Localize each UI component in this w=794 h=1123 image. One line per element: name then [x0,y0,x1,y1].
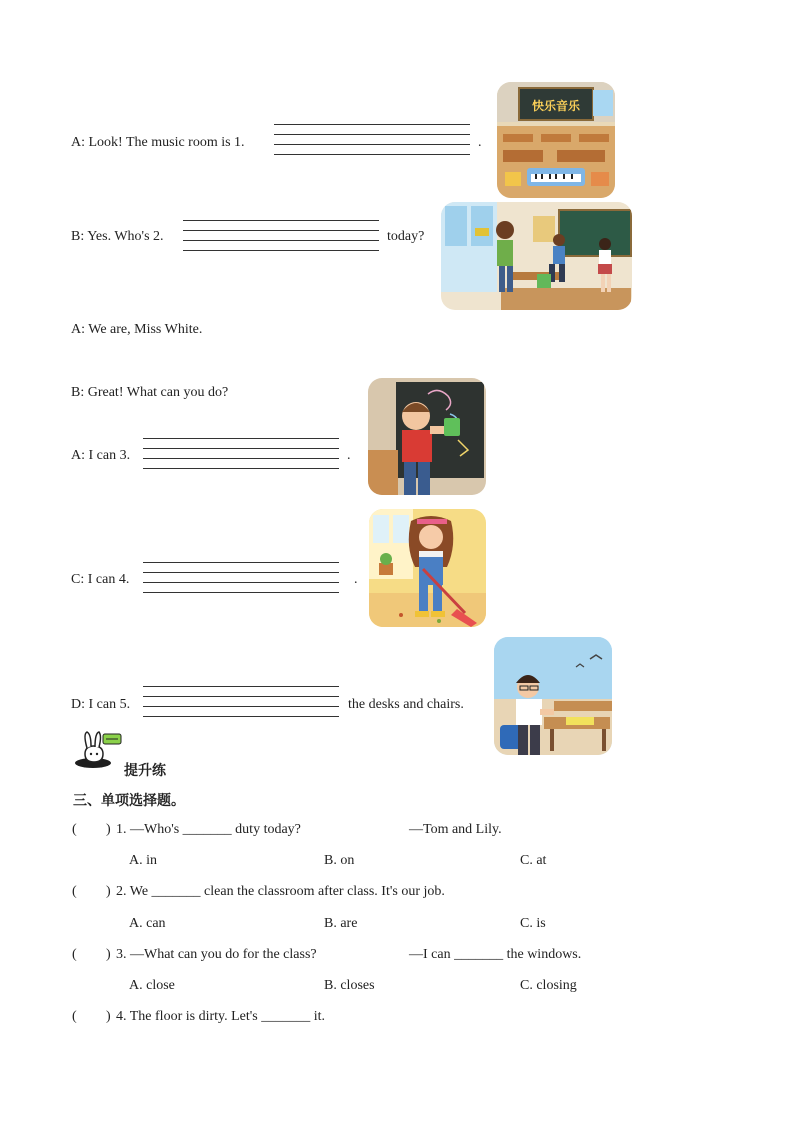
line-6-prefix: C: I can 4. [71,572,130,587]
section-badge-label: 提升练 [124,763,166,779]
question-3-answer-line: —I can _______ the windows. [409,947,582,962]
question-4-open-paren: ( [72,1009,77,1024]
section-heading: 三、单项选择题。 [73,793,185,809]
question-2-open-paren: ( [72,884,77,899]
answer-blank-1[interactable] [274,124,470,164]
question-1-open-paren: ( [72,822,77,837]
question-2-option-a[interactable]: A. can [129,916,166,931]
question-1-answer-line: —Tom and Lily. [409,822,502,837]
question-3-option-a[interactable]: A. close [129,978,175,993]
dialogue-line-7 [71,697,130,713]
line-5-suffix: . [347,448,351,463]
answer-blank-5[interactable] [143,686,339,726]
question-3-text: 3. —What can you do for the class? [116,947,317,962]
answer-blank-2[interactable] [183,220,379,260]
arranging-desks-image [494,637,612,755]
question-3-option-b[interactable]: B. closes [324,978,375,993]
answer-blank-3[interactable] [143,438,339,478]
question-1-close-paren: ) [106,822,111,837]
line-2-suffix: today? [387,229,425,244]
dialogue-line-5 [71,448,130,464]
question-3-open-paren: ( [72,947,77,962]
question-4-text: 4. The floor is dirty. Let's _______ it. [116,1009,326,1024]
line-7-suffix: the desks and chairs. [348,697,464,712]
sign-text: 快乐音乐 [531,99,581,113]
music-room-image [497,82,615,198]
question-1-text: 1. —Who's _______ duty today? [116,822,301,837]
line-5-prefix: A: I can 3. [71,448,131,463]
question-4-close-paren: ) [106,1009,111,1024]
rabbit-badge-icon [73,730,123,770]
dialogue-line-2 [71,229,164,245]
line-2-prefix: B: Yes. Who's 2. [71,229,164,244]
line-1-prefix: A: Look! The music room is 1. [71,135,245,150]
sweeping-floor-image [369,509,486,627]
dialogue-line-1 [71,135,245,151]
cleaning-classroom-image [441,202,632,310]
line-6-suffix: . [354,572,358,587]
dialogue-line-4: B: Great! What can you do? [71,385,229,400]
question-2-option-c[interactable]: C. is [520,916,546,931]
line-1-suffix: . [478,135,482,150]
question-3-option-c[interactable]: C. closing [520,978,577,993]
answer-blank-4[interactable] [143,562,339,602]
question-3-close-paren: ) [106,947,111,962]
wiping-blackboard-image [368,378,486,495]
question-1-option-b[interactable]: B. on [324,853,355,868]
question-1-option-c[interactable]: C. at [520,853,547,868]
question-2-option-b[interactable]: B. are [324,916,358,931]
question-2-close-paren: ) [106,884,111,899]
question-1-option-a[interactable]: A. in [129,853,157,868]
dialogue-line-6 [71,572,129,588]
line-7-prefix: D: I can 5. [71,697,131,712]
question-2-text: 2. We _______ clean the classroom after class. It's our job. [116,884,445,899]
dialogue-line-3: A: We are, Miss White. [71,322,203,337]
